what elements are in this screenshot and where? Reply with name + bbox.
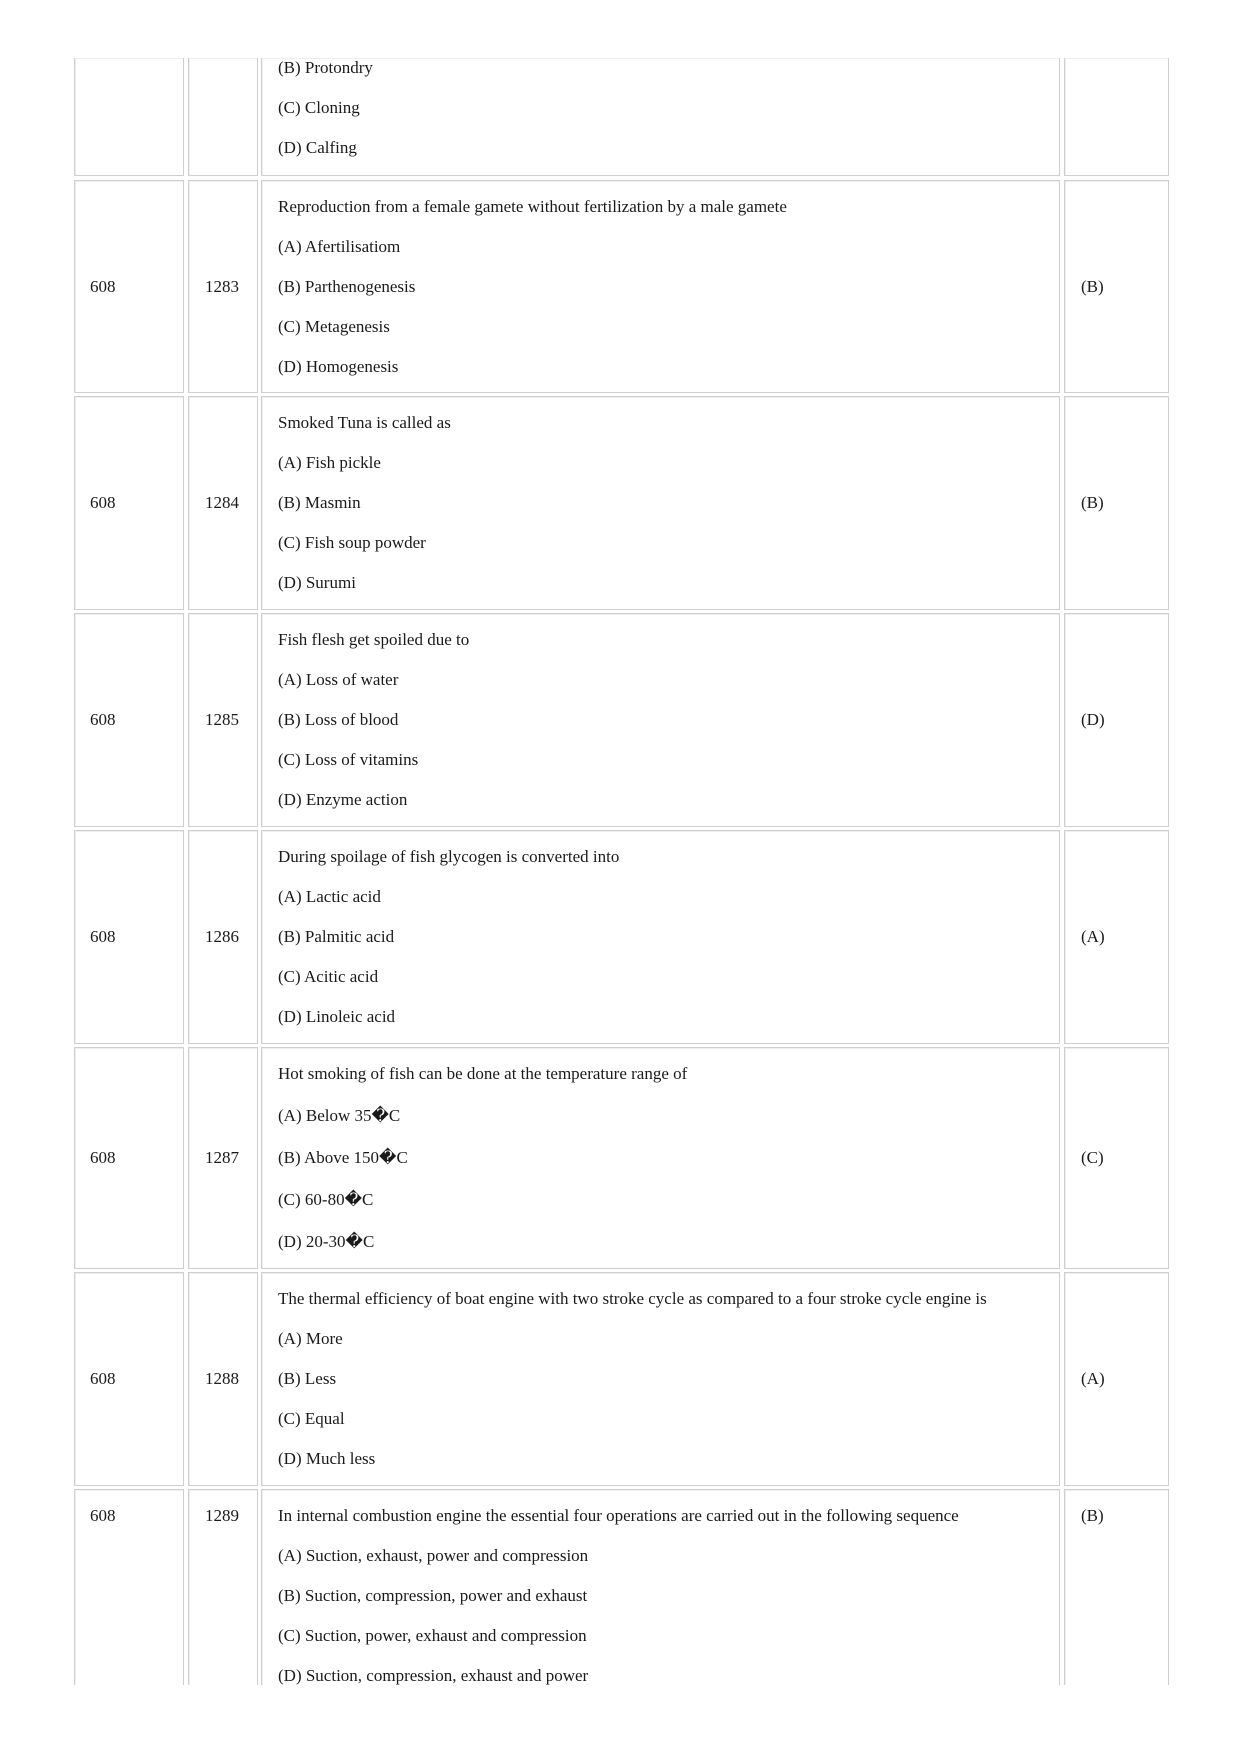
option-b: (B) Less bbox=[278, 1369, 337, 1388]
option-c: (C) Cloning bbox=[278, 98, 360, 117]
option-a: (A) More bbox=[278, 1329, 343, 1348]
subject-cell bbox=[74, 180, 184, 393]
option-c: (C) Loss of vitamins bbox=[278, 750, 419, 769]
question-number: 1285 bbox=[205, 710, 239, 729]
subject-cell bbox=[74, 1047, 184, 1269]
question-cell bbox=[261, 830, 1060, 1044]
subject-cell bbox=[74, 58, 184, 176]
subject-cell bbox=[74, 396, 184, 610]
question-number: 1287 bbox=[205, 1148, 239, 1167]
option-d: (D) Enzyme action bbox=[278, 790, 408, 809]
subject-code: 608 bbox=[90, 1148, 116, 1167]
subject-code: 608 bbox=[90, 277, 116, 296]
answer-cell bbox=[1064, 58, 1169, 176]
subject-code: 608 bbox=[90, 493, 116, 512]
answer-cell bbox=[1064, 830, 1169, 1044]
question-text: In internal combustion engine the essential four operations are carried out in the following sequence bbox=[278, 1506, 959, 1525]
number-cell bbox=[188, 58, 258, 176]
answer-cell bbox=[1064, 613, 1169, 827]
question-cell bbox=[261, 1047, 1060, 1269]
question-cell bbox=[261, 396, 1060, 610]
question-cell bbox=[261, 58, 1060, 176]
option-d: (D) 20-30�C bbox=[278, 1232, 375, 1251]
question-number: 1286 bbox=[205, 927, 239, 946]
answer-cell bbox=[1064, 396, 1169, 610]
option-b: (B) Protondry bbox=[278, 58, 373, 77]
option-a: (A) Afertilisatiom bbox=[278, 237, 401, 256]
subject-cell bbox=[74, 830, 184, 1044]
subject-cell bbox=[74, 613, 184, 827]
number-cell bbox=[188, 830, 258, 1044]
question-cell bbox=[261, 1272, 1060, 1486]
question-cell bbox=[261, 1489, 1060, 1685]
subject-cell bbox=[74, 1272, 184, 1486]
answer-text: (B) bbox=[1081, 277, 1104, 296]
option-d: (D) Homogenesis bbox=[278, 357, 399, 376]
option-c: (C) Fish soup powder bbox=[278, 533, 426, 552]
number-cell bbox=[188, 1047, 258, 1269]
subject-cell bbox=[74, 1489, 184, 1685]
option-d: (D) Suction, compression, exhaust and power bbox=[278, 1666, 589, 1685]
option-a: (A) Loss of water bbox=[278, 670, 399, 689]
option-c: (C) Suction, power, exhaust and compression bbox=[278, 1626, 587, 1645]
number-cell bbox=[188, 613, 258, 827]
option-b: (B) Suction, compression, power and exhaust bbox=[278, 1586, 588, 1605]
option-d: (D) Calfing bbox=[278, 138, 357, 157]
answer-text: (C) bbox=[1081, 1148, 1104, 1167]
option-a: (A) Lactic acid bbox=[278, 887, 381, 906]
question-text: Reproduction from a female gamete without fertilization by a male gamete bbox=[278, 197, 787, 216]
option-b: (B) Loss of blood bbox=[278, 710, 399, 729]
question-number: 1288 bbox=[205, 1369, 239, 1388]
question-text: Smoked Tuna is called as bbox=[278, 413, 451, 432]
option-a: (A) Below 35�C bbox=[278, 1106, 401, 1125]
answer-cell bbox=[1064, 1489, 1169, 1685]
option-c: (C) Metagenesis bbox=[278, 317, 390, 336]
option-b: (B) Masmin bbox=[278, 493, 361, 512]
number-cell bbox=[188, 1272, 258, 1486]
subject-code: 608 bbox=[90, 710, 116, 729]
answer-text: (D) bbox=[1081, 710, 1105, 729]
option-c: (C) Acitic acid bbox=[278, 967, 379, 986]
question-cell bbox=[261, 180, 1060, 393]
option-c: (C) Equal bbox=[278, 1409, 345, 1428]
number-cell bbox=[188, 1489, 258, 1685]
option-d: (D) Much less bbox=[278, 1449, 376, 1468]
subject-code: 608 bbox=[90, 1506, 116, 1525]
question-number: 1284 bbox=[205, 493, 239, 512]
question-number: 1289 bbox=[205, 1506, 239, 1525]
answer-cell bbox=[1064, 1272, 1169, 1486]
question-text: Fish flesh get spoiled due to bbox=[278, 630, 470, 649]
option-d: (D) Surumi bbox=[278, 573, 356, 592]
option-c: (C) 60-80�C bbox=[278, 1190, 374, 1209]
answer-cell bbox=[1064, 180, 1169, 393]
question-number: 1283 bbox=[205, 277, 239, 296]
question-cell bbox=[261, 613, 1060, 827]
answer-text: (B) bbox=[1081, 1506, 1104, 1525]
subject-code: 608 bbox=[90, 1369, 116, 1388]
option-b: (B) Palmitic acid bbox=[278, 927, 395, 946]
question-text: Hot smoking of fish can be done at the temperature range of bbox=[278, 1064, 688, 1083]
option-d: (D) Linoleic acid bbox=[278, 1007, 396, 1026]
answer-text: (B) bbox=[1081, 493, 1104, 512]
option-b: (B) Above 150�C bbox=[278, 1148, 408, 1167]
number-cell bbox=[188, 180, 258, 393]
option-a: (A) Suction, exhaust, power and compression bbox=[278, 1546, 589, 1565]
option-b: (B) Parthenogenesis bbox=[278, 277, 416, 296]
number-cell bbox=[188, 396, 258, 610]
subject-code: 608 bbox=[90, 927, 116, 946]
question-text: The thermal efficiency of boat engine with two stroke cycle as compared to a four stroke cycle engine is bbox=[278, 1289, 987, 1308]
question-text: During spoilage of fish glycogen is converted into bbox=[278, 847, 620, 866]
answer-text: (A) bbox=[1081, 1369, 1105, 1388]
answer-cell bbox=[1064, 1047, 1169, 1269]
option-a: (A) Fish pickle bbox=[278, 453, 381, 472]
answer-text: (A) bbox=[1081, 927, 1105, 946]
